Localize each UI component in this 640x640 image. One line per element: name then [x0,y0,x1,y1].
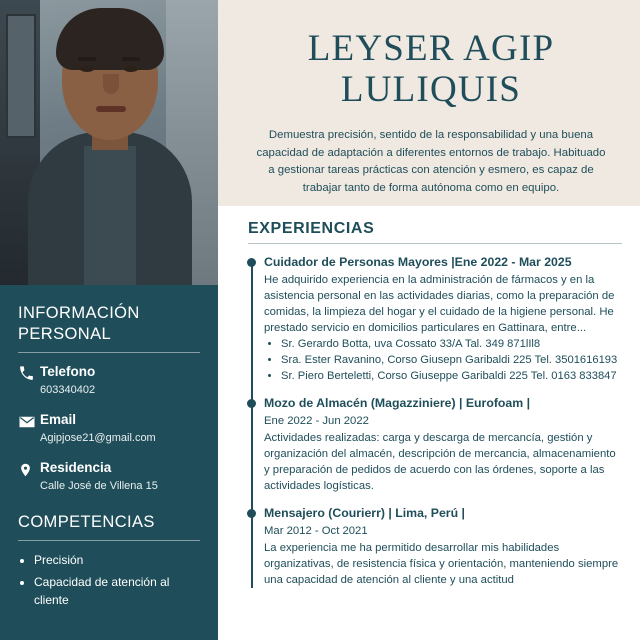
competencies-heading: COMPETENCIAS [18,512,155,531]
main-content [218,0,640,640]
job-bullets [264,337,622,385]
job-heading: Mozo de Almacén (Magazziniere) | Eurofoam | [264,396,531,411]
competencies-list [18,551,200,609]
personal-info-heading [18,303,200,344]
name-line-2: LULIQUIS [340,69,522,111]
contact-email-value: Agipjose21@gmail.com [40,432,156,445]
list-item: • Sr. Gerardo Botta, uva Cossato 33/A Tal. 349 871lIl8 [281,337,622,353]
personal-info-heading-line2: PERSONAL [18,324,112,343]
contact-email-label: Email [40,412,77,428]
job-description: Actividades realizadas: carga y descarga de mercancía, gestión y organización del almacén, descripción de mercancia, almacenamiento y preparación de pedidos de acuerdo con las órdenes, soporte a las actividades logísticas. [264,432,616,493]
list-item: • Sra. Ester Ravanino, Corso Giusepn Garibaldi 225 Tel. 3501616193 [281,353,622,369]
experience-timeline [248,254,622,588]
photo-mouth [96,106,126,112]
personal-info-heading-line1: INFORMACIÓN [18,304,140,322]
list-item: • Sr. Piero Berteletti, Corso Giuseppe Garibaldi 225 Tel. 0163 833847 [281,369,622,385]
job-dates: Mar 2012 - Oct 2021 [264,524,368,537]
experience-item-2 [264,395,622,494]
sidebar-content [0,303,218,609]
list-item: • Precisión [34,551,200,569]
job-description: He adquirido experiencia en la administración de fármacos y en la asistencia personal en las actividades diarias, como la preparación de comidas, la limpieza del hogar y el cuidado de la higiene personal. He prestado servicio en domicilios particulares en Gattinara, entre... [264,273,615,334]
page-title [248,28,614,111]
photo-eye-left [80,66,94,72]
contact-phone-text [40,363,200,398]
name-line-1: LEYSER AGIP [307,28,555,69]
photo-hair [56,8,164,70]
photo-eye-right [124,66,138,72]
experience-section [218,206,640,588]
contact-phone [18,363,200,398]
contact-residence [18,459,200,494]
experience-item-3 [264,505,622,588]
contact-phone-value: 603340402 [40,384,96,397]
envelope-icon [18,413,40,431]
job-description: La experiencia me ha permitido desarrollar mis habilidades organizativas, de resistencia física y orientación, manteniendo siempre una capacidad de atención al cliente y una actitud [264,541,619,586]
experience-item-1 [264,254,622,384]
profile-photo [0,0,218,285]
contact-residence-label: Residencia [40,459,112,475]
header-band [218,0,640,206]
job-dates: Ene 2022 - Jun 2022 [264,415,369,428]
sidebar [0,0,218,640]
job-heading: Mensajero (Courierr) | Lima, Perú | [264,506,465,521]
competencies-divider [18,540,200,541]
profile-summary: Demuestra precisión, sentido de la responsabilidad y una buena capacidad de adaptación a diferentes entornos de trabajo. Habituado a gestionar tareas prácticas con atención y esmero, es capaz de trabajar tanto de forma autónoma como en equipo. [256,128,606,194]
job-heading: Cuidador de Personas Mayores |Ene 2022 - Mar 2025 [264,255,572,269]
experience-divider [248,243,622,244]
location-pin-icon [18,461,40,479]
photo-shirt [84,146,136,285]
photo-eyebrow-right [122,57,140,61]
list-item: • Capacidad de atención al cliente [34,573,200,609]
contact-email-text [40,411,200,446]
contact-residence-value: Calle José de Villena 15 [40,479,158,492]
contact-email [18,411,200,446]
phone-icon [18,365,40,382]
contact-residence-text [40,459,200,494]
photo-eyebrow-left [78,57,96,61]
contact-phone-label: Telefono [40,364,96,380]
photo-window [6,14,36,138]
personal-info-divider [18,352,200,353]
experience-heading: EXPERIENCIAS [248,220,375,237]
photo-nose [103,74,119,94]
